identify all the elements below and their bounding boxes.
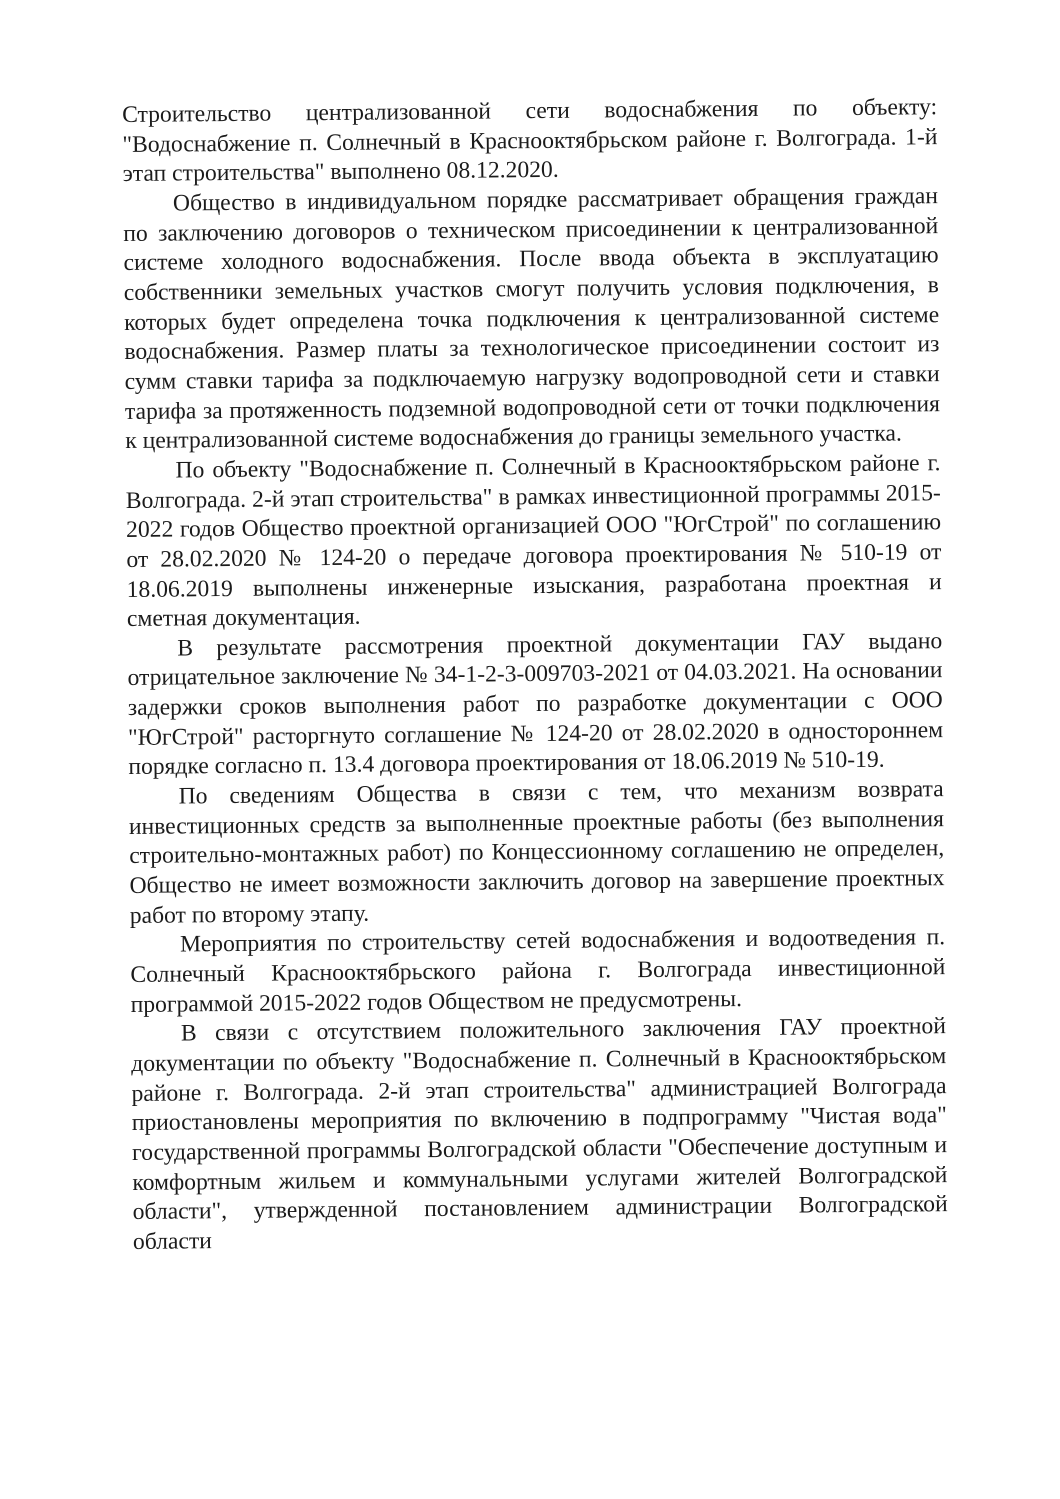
paragraph-3: По объекту "Водоснабжение п. Солнечный в Краснооктябрьском районе г. Волгограда. 2-й этап строительства" в рамках инвестиционной программы 2015-2022 годов Общество проектной организацией ООО "ЮгСтрой" по соглашению от 28.02.2020 № 124-20 о передаче договора проектирования № 510-19 от 18.06.2019 выполнены инженерные изыскания, разработана проектная и сметная документация. — [125, 450, 942, 633]
paragraph-2: Общество в индивидуальном порядке рассматривает обращения граждан по заключению договоров о техническом присоединении к централизованной системе холодного водоснабжения. После ввода объекта в эксплуатацию собственники земельных участков смогут получить условия подключения, в которых будет определена точка подключения к централизованной системе водоснабжения. Размер платы за технологическое присоединении состоит из сумм ставки тарифа за подключаемую нагрузку водопроводной сети и ставки тарифа за протяженность подземной водопроводной сети от точки подключения к централизованной системе водоснабжения до границы земельного участка. — [123, 183, 941, 455]
paragraph-7: В связи с отсутствием положительного заключения ГАУ проектной документации по объекту "Водоснабжение п. Солнечный в Краснооктябрьском районе г. Волгограда. 2-й этап строительства" администрацией Волгограда приостановлены мероприятия по включению в подпрограмму "Чистая вода" государственной программы Волгоградской области "Обеспечение доступным и комфортным жильем и коммунальными услугами жителей Волгоградской области", утвержденной постановлением администрации Волгоградской области — [131, 1013, 948, 1255]
paragraph-1: Строительство централизованной сети водоснабжения по объекту: "Водоснабжение п. Солнечный в Краснооктябрьском районе г. Волгограда. 1-й этап строительства" выполнено 08.12.2020. — [122, 94, 938, 188]
paragraph-6: Мероприятия по строительству сетей водоснабжения и водоотведения п. Солнечный Краснооктябрьского района г. Волгограда инвестиционной программой 2015-2022 годов Обществом не предусмотрены. — [130, 924, 946, 1018]
document-body — [122, 93, 948, 1257]
paragraph-5: По сведениям Общества в связи с тем, что механизм возврата инвестиционных средств за выполненные проектные работы (без выполнения строительно-монтажных работ) по Концессионному соглашению не определен, Общество не имеет возможности заключить договор на завершение проектных работ по второму этапу. — [128, 776, 945, 929]
paragraph-4: В результате рассмотрения проектной документации ГАУ выдано отрицательное заключение № 34-1-2-3-009703-2021 от 04.03.2021. На основании задержки сроков выполнения работ по разработке документации с ООО "ЮгСтрой" расторгнуто соглашение № 124-20 от 28.02.2020 в одностороннем порядке согласно п. 13.4 договора проектирования от 18.06.2019 № 510-19. — [127, 627, 944, 781]
